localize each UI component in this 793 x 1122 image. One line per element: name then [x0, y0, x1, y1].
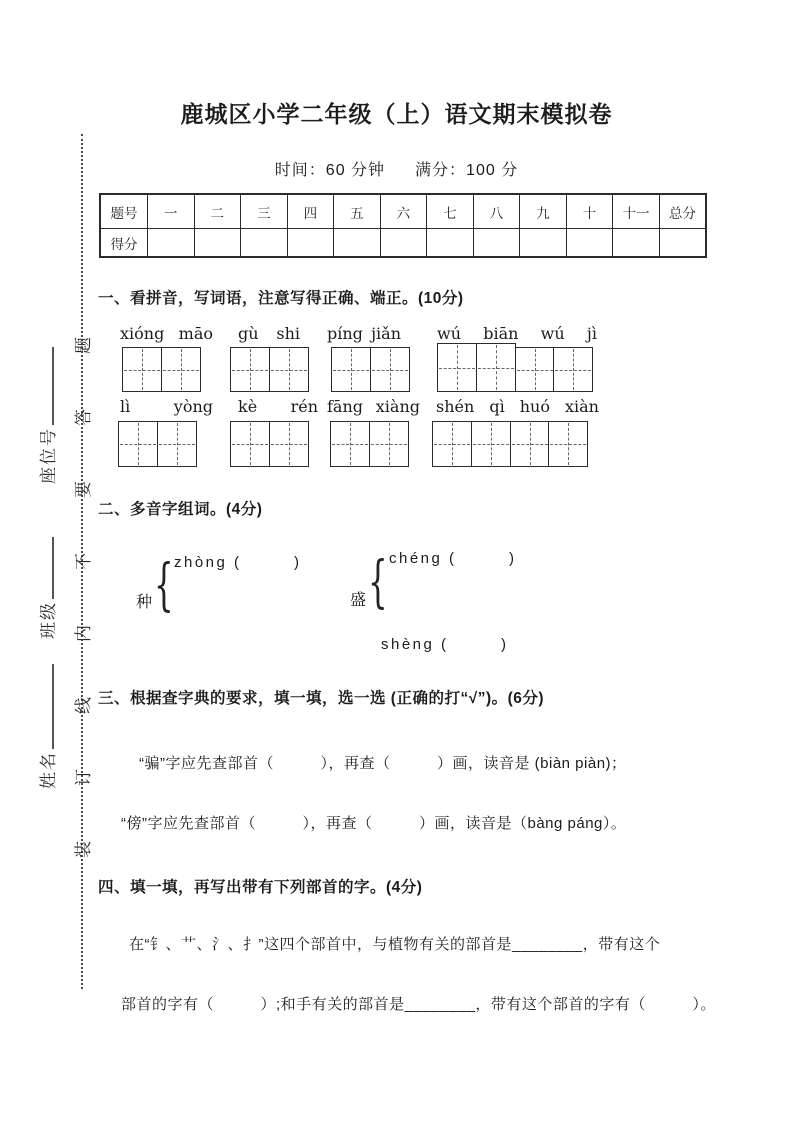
- score-cell: [520, 229, 567, 258]
- pinyin-syllable: jì: [586, 324, 597, 343]
- name-blank-line: [35, 664, 54, 749]
- pinyin-syllable: jiǎn: [371, 324, 401, 343]
- writing-cell: [230, 421, 270, 467]
- radical-question-line: 在“钅、艹、氵、扌”这四个部首中，与植物有关的部首是________，带有这个: [129, 936, 661, 953]
- pinyin-row: [120, 321, 213, 343]
- pinyin-syllable: wú: [540, 324, 565, 343]
- column-header: 九: [520, 194, 567, 229]
- pinyin-syllable: kè: [238, 397, 258, 416]
- writing-cell: [437, 343, 477, 392]
- writing-cell: [471, 421, 511, 467]
- column-header: 四: [287, 194, 334, 229]
- pinyin-row: [437, 321, 597, 343]
- pinyin-row: [238, 394, 318, 416]
- writing-cell: [510, 421, 550, 467]
- writing-cell: [118, 421, 158, 467]
- pinyin-syllable: píng: [327, 324, 363, 343]
- pinyin-syllable: gù: [238, 324, 259, 343]
- writing-grid: [122, 347, 201, 392]
- pinyin-syllable: xiàng: [375, 397, 420, 416]
- column-header: 二: [194, 194, 241, 229]
- pinyin-syllable: yòng: [173, 397, 213, 416]
- column-header: 八: [473, 194, 520, 229]
- writing-grid: [437, 347, 593, 396]
- writing-grid: [230, 421, 309, 467]
- writing-grid: [118, 421, 197, 467]
- dictionary-question-line: “骗”字应先查部首（ ），再查（ ）画，读音是 (biàn piàn)；: [139, 755, 627, 772]
- pinyin-syllable: māo: [178, 324, 213, 343]
- pinyin-syllable: huó: [519, 397, 550, 416]
- seat-number-field: [34, 347, 59, 484]
- section4-heading: 四、填一填，再写出带有下列部首的字。(4分): [98, 879, 423, 896]
- score-cell: [659, 229, 706, 258]
- pinyin-syllable: xióng: [120, 324, 165, 343]
- writing-cell: [432, 421, 472, 467]
- class-field: [34, 537, 59, 639]
- score-cell: [613, 229, 660, 258]
- pinyin-syllable: biān: [483, 324, 519, 343]
- pinyin-syllable: xiàn: [565, 397, 599, 416]
- score-cell: [334, 229, 381, 258]
- polyphone-character: 种: [136, 594, 153, 611]
- score-table: [99, 193, 707, 258]
- pinyin-syllable: fāng: [327, 397, 364, 416]
- full-score-info: 满分：100 分: [415, 162, 519, 179]
- column-header: 总分: [659, 194, 706, 229]
- writing-cell: [161, 347, 201, 392]
- column-header: 七: [427, 194, 474, 229]
- pinyin-row: [327, 321, 401, 343]
- page-title: 鹿城区小学二年级（上）语文期末模拟卷: [180, 101, 613, 127]
- radical-question-line: 部首的字有（ ）;和手有关的部首是________，带有这个部首的字有（ ）。: [121, 996, 716, 1013]
- writing-cell: [330, 421, 370, 467]
- writing-cell: [369, 421, 409, 467]
- writing-cell: [553, 347, 593, 392]
- column-header: 六: [380, 194, 427, 229]
- writing-grid: [230, 347, 309, 392]
- pinyin-row: [327, 394, 420, 416]
- seat-number-blank-line: [35, 347, 54, 425]
- writing-cell: [331, 347, 371, 392]
- writing-cell: [476, 343, 516, 392]
- binding-line-text: 装订线内不要答题: [74, 282, 93, 858]
- brace-icon: {: [154, 553, 174, 618]
- writing-cell: [548, 421, 588, 467]
- polyphone-reading: chéng ( ): [389, 550, 517, 567]
- score-cell: [194, 229, 241, 258]
- score-cell: [241, 229, 288, 258]
- name-field: [34, 664, 59, 789]
- column-header: 十一: [613, 194, 660, 229]
- column-header: 一: [148, 194, 195, 229]
- section3-heading: 三、根据查字典的要求，填一填，选一选 (正确的打“√”)。(6分): [98, 690, 545, 707]
- polyphone-character: 盛: [350, 592, 367, 609]
- score-cell: [473, 229, 520, 258]
- score-cell: [148, 229, 195, 258]
- score-cell: [287, 229, 334, 258]
- writing-cell: [269, 421, 309, 467]
- score-table-score-row: [100, 229, 706, 258]
- score-cell: [566, 229, 613, 258]
- writing-cell: [515, 347, 555, 392]
- score-table-header-row: [100, 194, 706, 229]
- seat-number-label: 座位号: [39, 427, 58, 484]
- pinyin-syllable: shén: [436, 397, 475, 416]
- score-cell: [380, 229, 427, 258]
- pinyin-syllable: shi: [276, 324, 300, 343]
- dictionary-question-line: “傍”字应先查部首（ ），再查（ ）画，读音是（bàng páng）。: [121, 815, 627, 832]
- pinyin-syllable: lì: [120, 397, 131, 416]
- writing-grid: [432, 421, 588, 467]
- question-number-label: 题号: [100, 194, 148, 229]
- writing-cell: [370, 347, 410, 392]
- time-info: 时间：60 分钟: [274, 162, 386, 179]
- column-header: 三: [241, 194, 288, 229]
- pinyin-row: [120, 394, 213, 416]
- writing-grid: [331, 347, 410, 392]
- exam-meta: [0, 157, 793, 180]
- column-header: 五: [334, 194, 381, 229]
- class-label: 班级: [39, 601, 58, 639]
- polyphone-reading: zhòng ( ): [174, 554, 302, 571]
- class-blank-line: [35, 537, 54, 599]
- pinyin-syllable: wú: [437, 324, 461, 343]
- section1-heading: 一、看拼音，写词语，注意写得正确、端正。(10分): [98, 290, 464, 307]
- writing-cell: [269, 347, 309, 392]
- pinyin-row: [436, 394, 599, 416]
- score-cell: [427, 229, 474, 258]
- polyphone-reading-clipped: shèng ( ): [381, 636, 509, 653]
- writing-grid: [330, 421, 409, 467]
- score-label: 得分: [100, 229, 148, 258]
- pinyin-syllable: rén: [290, 397, 318, 416]
- writing-cell: [230, 347, 270, 392]
- pinyin-syllable: qì: [489, 397, 505, 416]
- writing-cell: [122, 347, 162, 392]
- pinyin-row: [238, 321, 300, 343]
- brace-icon: {: [368, 550, 388, 615]
- writing-cell: [157, 421, 197, 467]
- section2-heading: 二、多音字组词。(4分): [98, 501, 263, 518]
- name-label: 姓名: [39, 751, 58, 789]
- column-header: 十: [566, 194, 613, 229]
